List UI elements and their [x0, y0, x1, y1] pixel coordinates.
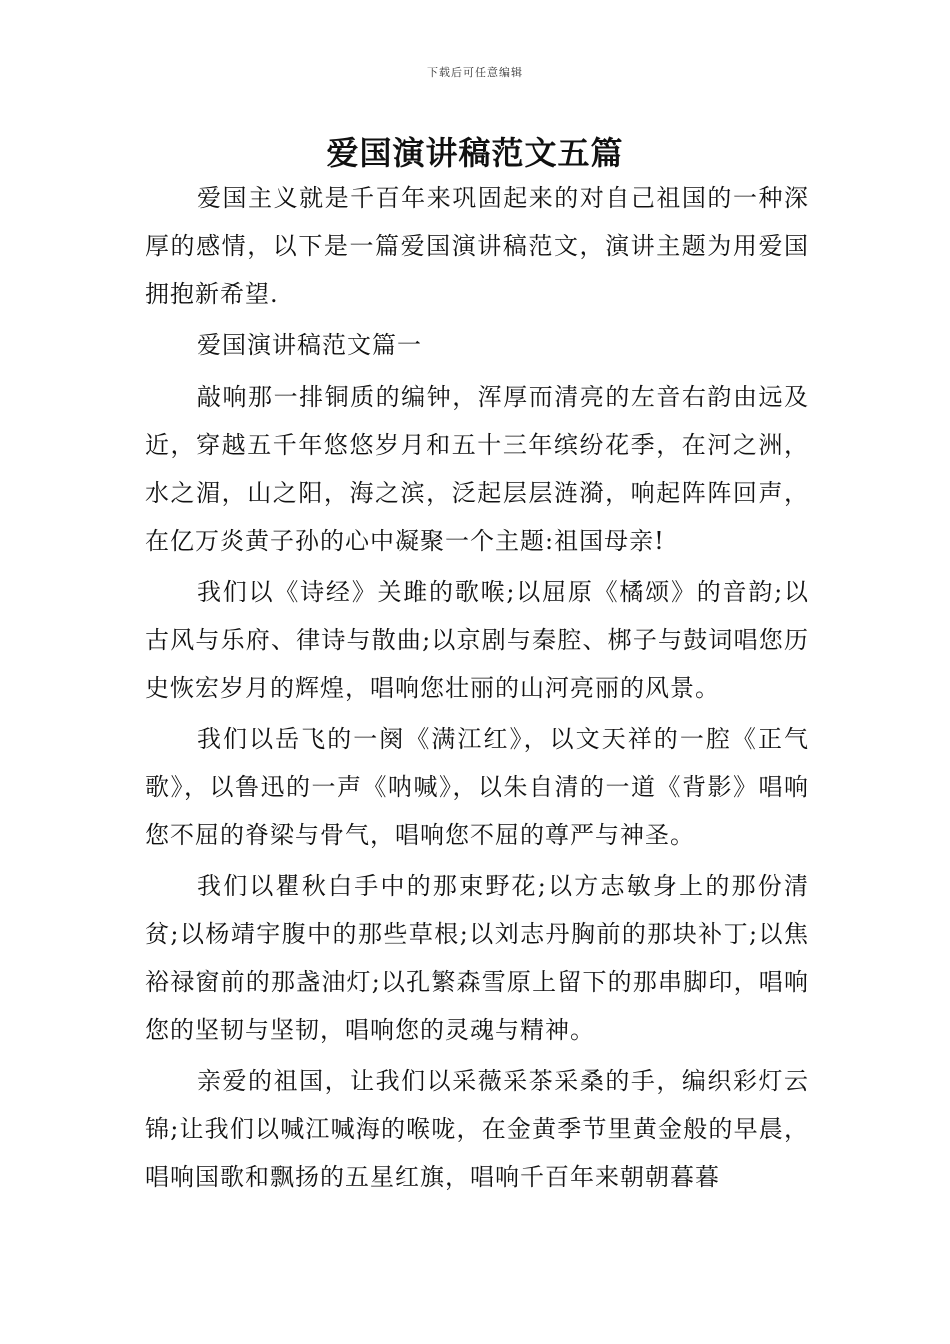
paragraph: 我们以瞿秋白手中的那束野花;以方志敏身上的那份清贫;以杨靖宇腹中的那些草根;以刘志丹胸前的那块补丁;以焦裕禄窗前的那盏油灯;以孔繁森雪原上留下的那串脚印，唱响您的坚韧与坚韧，唱响您的灵魂与精神。: [145, 872, 809, 1044]
paragraph: 我们以《诗经》关雎的歌喉;以屈原《橘颂》的音韵;以古风与乐府、律诗与散曲;以京剧与秦腔、梆子与鼓词唱您历史恢宏岁月的辉煌，唱响您壮丽的山河亮丽的风景。: [145, 578, 809, 702]
document-body: [145, 174, 809, 1204]
paragraph: 亲爱的祖国，让我们以采薇采茶采桑的手，编织彩灯云锦;让我们以喊江喊海的喉咙，在金黄季节里黄金般的早晨，唱响国歌和飘扬的五星红旗，唱响千百年来朝朝暮暮: [145, 1067, 809, 1191]
paragraph: 我们以岳飞的一阕《满江红》，以文天祥的一腔《正气歌》，以鲁迅的一声《呐喊》，以朱自清的一道《背影》唱响您不屈的脊梁与骨气，唱响您不屈的尊严与神圣。: [145, 725, 809, 849]
section-heading: 爱国演讲稿范文篇一: [197, 331, 422, 359]
document-title: 爱国演讲稿范文五篇: [326, 134, 624, 172]
header-note: 下载后可任意编辑: [427, 66, 523, 79]
paragraph-intro: 爱国主义就是千百年来巩固起来的对自己祖国的一种深厚的感情，以下是一篇爱国演讲稿范文，演讲主题为用爱国拥抱新希望.: [145, 184, 809, 308]
paragraph: 敲响那一排铜质的编钟，浑厚而清亮的左音右韵由远及近，穿越五千年悠悠岁月和五十三年缤纷花季，在河之洲，水之湄，山之阳，海之滨，泛起层层涟漪，响起阵阵回声，在亿万炎黄子孙的心中凝聚一个主题:祖国母亲!: [145, 383, 809, 555]
